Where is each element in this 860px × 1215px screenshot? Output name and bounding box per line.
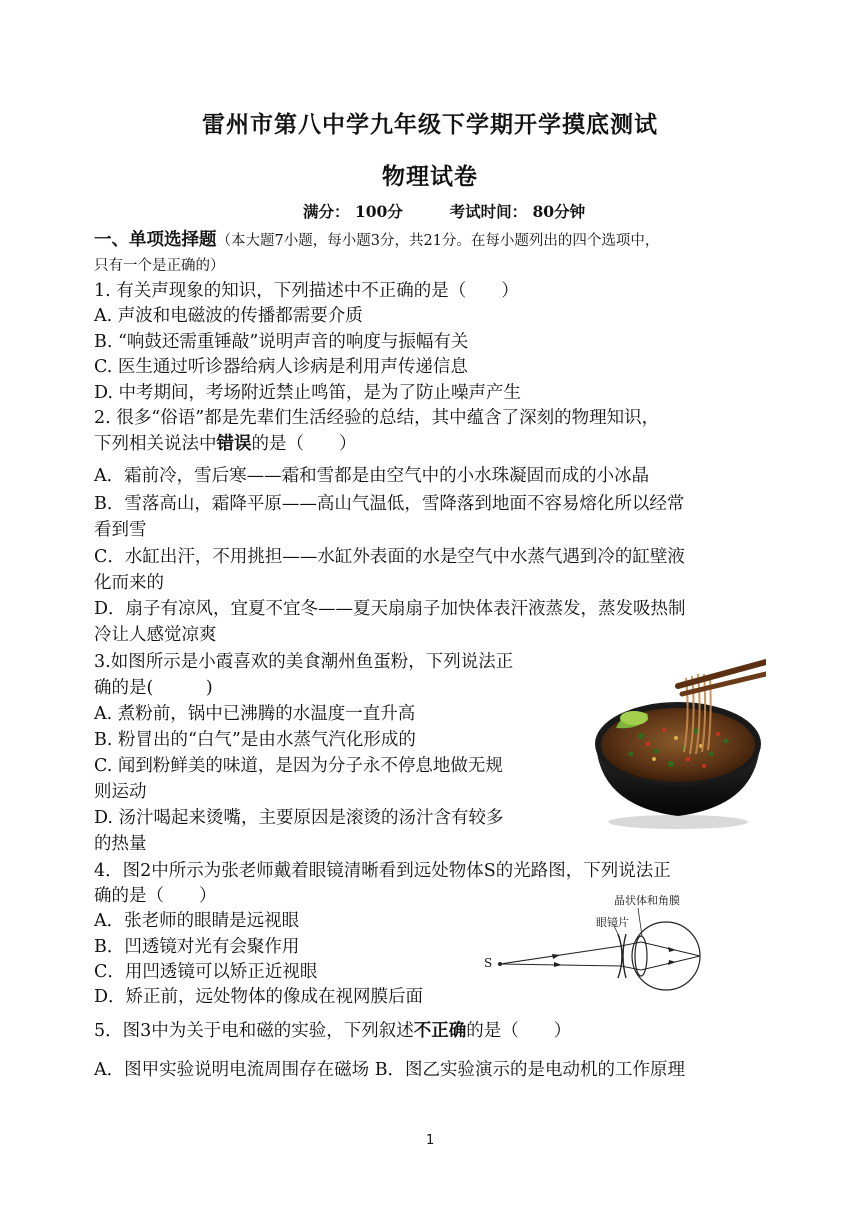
q1-option-d: D. 中考期间，考场附近禁止鸣笛，是为了防止噪声产生 xyxy=(94,383,522,403)
q2-option-a: A．霜前冷，雪后寒——霜和雪都是由空气中的小水珠凝固而成的小冰晶 xyxy=(94,466,650,486)
ray-upper-in xyxy=(500,946,621,964)
arrow-upper-out xyxy=(668,947,676,952)
section-note: （本大题7小题，每小题3分，共21分。在每小题列出的四个选项中， xyxy=(216,233,660,249)
q3-option-b: B. 粉冒出的“白气”是由水蒸气汽化形成的 xyxy=(94,730,416,750)
q3-stem-line1: 3.如图所示是小霞喜欢的美食潮州鱼蛋粉，下列说法正 xyxy=(94,652,514,672)
label-glasses: 眼镜片 xyxy=(596,916,629,929)
exam-time-value: 80分钟 xyxy=(532,202,586,221)
q4-stem-line2: 确的是（ ） xyxy=(94,886,217,906)
q4-option-a: A．张老师的眼睛是远视眼 xyxy=(94,911,300,931)
exam-subtitle: 物理试卷 xyxy=(382,163,478,190)
section-heading: 一、单项选择题 xyxy=(94,230,217,250)
q3-option-d-line1: D. 汤汁喝起来烫嘴，主要原因是滚烫的汤汁含有较多 xyxy=(94,808,504,828)
q4-option-c: C．用凹透镜可以矫正近视眼 xyxy=(94,962,318,982)
q2-stem-emphasis: 错误 xyxy=(216,434,252,454)
arrow-lower xyxy=(554,962,562,967)
label-cornea: 晶状体和角膜 xyxy=(614,894,680,907)
q3-stem-line2: 确的是( ) xyxy=(94,678,213,698)
eye-diagram-drawing xyxy=(478,886,728,996)
q5-stem-pre: 5．图3中为关于电和磁的实验，下列叙述 xyxy=(94,1021,414,1041)
q2-option-c-line1: C．水缸出汗，不用挑担——水缸外表面的水是空气中水蒸气遇到冷的缸壁液 xyxy=(94,547,685,567)
section-note-line2: 只有一个是正确的） xyxy=(94,258,225,274)
leader-cornea xyxy=(638,908,642,936)
q2-option-d-line2: 冷让人感觉凉爽 xyxy=(94,625,217,645)
q3-option-a: A. 煮粉前，锅中已沸腾的水温度一直升高 xyxy=(94,704,416,724)
q2-option-d-line1: D．扇子有凉风，宜夏不宜冬——夏天扇扇子加快体表汗液蒸发，蒸发吸热制 xyxy=(94,599,686,619)
concave-lens-right xyxy=(623,934,626,978)
q5-stem xyxy=(94,1019,571,1043)
noodle-bowl-image xyxy=(586,656,766,832)
q2-stem-pre: 下列相关说法中 xyxy=(94,434,217,454)
q5-options-ab: A．图甲实验说明电流周围存在磁场 B．图乙实验演示的是电动机的工作原理 xyxy=(94,1060,686,1080)
eye-diagram xyxy=(478,886,728,996)
exam-time-label: 考试时间： xyxy=(449,202,528,221)
q4-option-d: D．矫正前，远处物体的像成在视网膜后面 xyxy=(94,987,424,1007)
q1-option-c: C. 医生通过听诊器给病人诊病是利用声传递信息 xyxy=(94,357,468,377)
q2-option-c-line2: 化而来的 xyxy=(94,573,164,593)
label-object-s: S xyxy=(484,956,493,970)
exam-title: 雷州市第八中学九年级下学期开学摸底测试 xyxy=(202,111,658,138)
q2-stem-post: 的是（ ） xyxy=(251,434,357,454)
concave-lens-left xyxy=(618,934,622,978)
q3-option-d-line2: 的热量 xyxy=(94,834,147,854)
q3-option-c-line1: C. 闻到粉鲜美的味道，是因为分子永不停息地做无规 xyxy=(94,756,503,776)
q3-option-c-line2: 则运动 xyxy=(94,782,147,802)
q1-option-b: B. “响鼓还需重锤敲”说明声音的响度与振幅有关 xyxy=(94,332,469,352)
q2-option-b-line1: B．雪落高山，霜降平原——高山气温低，雪降落到地面不容易熔化所以经常 xyxy=(94,494,685,514)
q5-stem-post: 的是（ ） xyxy=(466,1021,572,1041)
arrow-lower-out xyxy=(668,960,676,965)
q1-option-a: A. 声波和电磁波的传播都需要介质 xyxy=(94,306,363,326)
q2-stem-line1: 2. 很多“俗语”都是先辈们生活经验的总结，其中蕴含了深刻的物理知识， xyxy=(94,408,660,428)
q5-stem-emphasis: 不正确 xyxy=(413,1021,467,1041)
q4-option-b: B．凹透镜对光有会聚作用 xyxy=(94,937,300,957)
q4-stem-line1: 4．图2中所示为张老师戴着眼镜清晰看到远处物体S的光路图，下列说法正 xyxy=(94,861,671,881)
eyeball-outline xyxy=(632,922,700,990)
full-marks-value: 100分 xyxy=(354,202,403,221)
section-heading-line xyxy=(94,228,659,253)
q2-stem-line2 xyxy=(94,432,357,456)
page-number: 1 xyxy=(426,1133,435,1148)
full-marks-label: 满分： xyxy=(303,202,350,221)
q1-stem: 1. 有关声现象的知识，下列描述中不正确的是（ ） xyxy=(94,281,519,301)
exam-meta xyxy=(303,200,585,224)
q2-option-b-line2: 看到雪 xyxy=(94,520,147,540)
